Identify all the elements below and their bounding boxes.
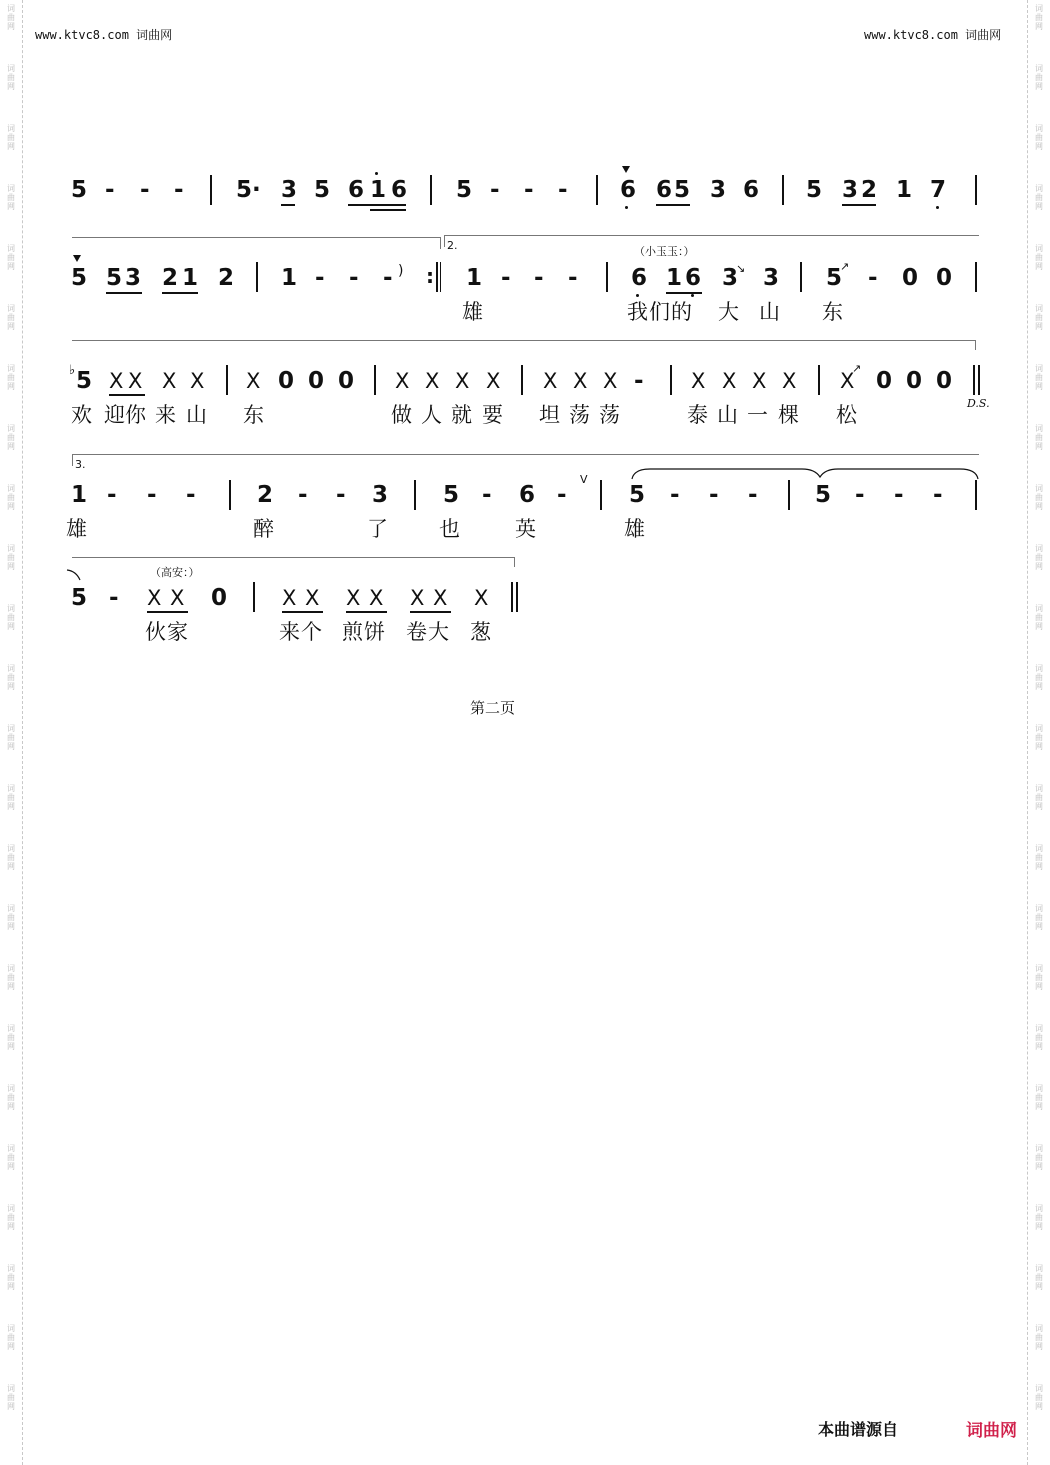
underline	[282, 611, 323, 613]
lyric: 人	[421, 403, 442, 427]
underline	[162, 292, 198, 294]
note: 2	[257, 482, 274, 508]
barline	[226, 365, 228, 395]
barline	[800, 262, 802, 292]
final-barline-2	[516, 582, 518, 612]
barline	[430, 175, 432, 205]
note: 5	[674, 177, 691, 203]
lyric: 荡	[569, 403, 590, 427]
lyric: 山	[759, 300, 780, 324]
singer-note: （高安：）	[150, 566, 200, 579]
dash: -	[174, 177, 184, 203]
note: 3	[842, 177, 859, 203]
underline	[666, 292, 702, 294]
margin-watermark-mark: 词 曲 网	[7, 304, 15, 331]
barline	[229, 480, 231, 510]
x-beat: X	[573, 369, 588, 393]
note: 3	[710, 177, 727, 203]
lyric: 葱	[470, 620, 491, 644]
rest: 0	[936, 265, 953, 291]
note: 6	[631, 265, 648, 291]
octave-dot	[625, 206, 628, 209]
dash: -	[383, 265, 393, 291]
note: 6	[685, 265, 702, 291]
header-site-left: www.ktvc8.com 词曲网	[35, 28, 173, 42]
x-beat: X	[543, 369, 558, 393]
lyric: 煎饼	[342, 620, 386, 644]
lyric: 欢	[71, 403, 92, 427]
lyric: 雄	[66, 517, 87, 541]
note: 6	[348, 177, 365, 203]
lyric: 迎你	[104, 403, 146, 427]
note: 5	[71, 177, 88, 203]
margin-watermark-mark: 词 曲 网	[7, 1024, 15, 1051]
margin-watermark-mark: 词 曲 网	[1035, 544, 1043, 571]
x-beat: X	[425, 369, 440, 393]
note: 5	[826, 265, 843, 291]
note: 5	[106, 265, 123, 291]
barline	[818, 365, 820, 395]
phrase-slur	[630, 465, 980, 481]
note: 2	[861, 177, 878, 203]
note: 1	[370, 177, 387, 203]
lyric: 来个	[279, 620, 323, 644]
margin-watermark-mark: 词 曲 网	[7, 124, 15, 151]
lyric: 来	[155, 403, 176, 427]
accent-marker-icon	[73, 255, 81, 262]
x-beat: X	[395, 369, 410, 393]
margin-watermark-mark: 词 曲 网	[1035, 184, 1043, 211]
octave-dot	[936, 206, 939, 209]
repeat-dots: :	[426, 264, 434, 288]
dash: -	[894, 482, 904, 508]
note: 2	[218, 265, 235, 291]
breath-mark: V	[580, 473, 588, 486]
underline	[410, 611, 451, 613]
margin-watermark-mark: 词 曲 网	[7, 244, 15, 271]
margin-watermark-mark: 词 曲 网	[1035, 484, 1043, 511]
section-rule-end	[514, 557, 515, 567]
barline	[374, 365, 376, 395]
note: 7	[930, 177, 947, 203]
barline	[256, 262, 258, 292]
note: 5	[314, 177, 331, 203]
x-beat: X	[305, 586, 320, 610]
dash: -	[147, 482, 157, 508]
margin-watermark-mark: 词 曲 网	[7, 964, 15, 991]
rest: 0	[278, 368, 295, 394]
lyric: 伙家	[145, 620, 189, 644]
barline	[788, 480, 790, 510]
underline	[147, 611, 188, 613]
section-rule-end	[975, 340, 976, 350]
margin-watermark-mark: 词 曲 网	[7, 484, 15, 511]
dash: -	[482, 482, 492, 508]
margin-watermark-mark: 词 曲 网	[1035, 844, 1043, 871]
margin-watermark-mark: 词 曲 网	[1035, 664, 1043, 691]
note: 3	[763, 265, 780, 291]
note: 3	[281, 177, 298, 203]
margin-watermark-mark: 词 曲 网	[1035, 304, 1043, 331]
barline	[414, 480, 416, 510]
slide-mark-icon: ↘	[736, 262, 746, 275]
octave-dot	[375, 172, 378, 175]
margin-watermark-mark: 词 曲 网	[7, 784, 15, 811]
margin-watermark-mark: 词 曲 网	[7, 724, 15, 751]
underline	[106, 292, 142, 294]
volta-bracket-2	[444, 235, 979, 236]
note: 1	[896, 177, 913, 203]
lyric: 了	[367, 517, 388, 541]
margin-watermark-mark: 词 曲 网	[7, 4, 15, 31]
margin-watermark-mark: 词 曲 网	[1035, 1324, 1043, 1351]
final-barline	[973, 365, 975, 395]
note: 5	[71, 265, 88, 291]
margin-watermark-mark: 词 曲 网	[7, 904, 15, 931]
x-beat: X	[128, 369, 143, 393]
note: 3	[125, 265, 142, 291]
margin-watermark-mark: 词 曲 网	[1035, 244, 1043, 271]
x-beat: X	[369, 586, 384, 610]
note: 6	[620, 177, 637, 203]
note: 5	[456, 177, 473, 203]
x-beat: X	[691, 369, 706, 393]
underline	[281, 204, 295, 206]
dash: -	[855, 482, 865, 508]
volta-bracket-start	[72, 454, 73, 466]
rest: 0	[308, 368, 325, 394]
margin-watermark-mark: 词 曲 网	[1035, 784, 1043, 811]
dash: -	[534, 265, 544, 291]
x-beat: X	[603, 369, 618, 393]
lyric: 我们的	[627, 300, 693, 324]
dash: -	[501, 265, 511, 291]
barline	[600, 480, 602, 510]
rest: 0	[338, 368, 355, 394]
dash: -	[315, 265, 325, 291]
slide-up-icon: ↗	[840, 260, 850, 273]
note: 1	[71, 482, 88, 508]
lyric: 要	[482, 403, 503, 427]
repeat-barline	[436, 262, 438, 292]
dash: -	[298, 482, 308, 508]
dash: -	[524, 177, 534, 203]
note: 3	[722, 265, 739, 291]
x-beat: X	[170, 586, 185, 610]
note: 1	[281, 265, 298, 291]
volta-bracket-3	[72, 454, 979, 455]
slide-up-icon: ↗	[852, 362, 862, 375]
volta-2-label: 2.	[447, 239, 458, 252]
tie-curve-icon: )	[398, 263, 404, 279]
margin-watermark-mark: 词 曲 网	[1035, 1204, 1043, 1231]
note: 5	[76, 368, 93, 394]
octave-dot	[636, 294, 639, 297]
margin-watermark-mark: 词 曲 网	[1035, 1084, 1043, 1111]
note: 1	[466, 265, 483, 291]
dash: -	[634, 368, 644, 394]
x-beat: X	[486, 369, 501, 393]
dash: -	[336, 482, 346, 508]
margin-watermark-mark: 词 曲 网	[7, 1144, 15, 1171]
x-beat: X	[840, 369, 855, 393]
barline	[253, 582, 255, 612]
note: 6	[391, 177, 408, 203]
dash: -	[349, 265, 359, 291]
note: 5·	[236, 177, 261, 203]
x-beat: X	[282, 586, 297, 610]
margin-watermark-mark: 词 曲 网	[7, 184, 15, 211]
accent-marker-icon	[622, 166, 630, 173]
dash: -	[140, 177, 150, 203]
note: 6	[743, 177, 760, 203]
barline	[782, 175, 784, 205]
margin-watermark-mark: 词 曲 网	[7, 1324, 15, 1351]
x-beat: X	[474, 586, 489, 610]
flat-sign: ♭	[69, 363, 76, 378]
section-rule	[72, 340, 976, 341]
lyric: 做	[391, 403, 412, 427]
dash: -	[107, 482, 117, 508]
singer-note: （小玉玉：）	[634, 245, 695, 258]
dash: -	[868, 265, 878, 291]
lyric: 雄	[624, 517, 645, 541]
note: 5	[806, 177, 823, 203]
margin-watermark-mark: 词 曲 网	[7, 604, 15, 631]
right-margin-strip	[1027, 0, 1050, 1465]
x-beat: X	[455, 369, 470, 393]
underline	[348, 204, 406, 206]
underline	[109, 394, 145, 396]
x-beat: X	[246, 369, 261, 393]
margin-watermark-mark: 词 曲 网	[1035, 964, 1043, 991]
left-margin-strip	[0, 0, 23, 1465]
x-beat: X	[433, 586, 448, 610]
margin-watermark-mark: 词 曲 网	[7, 1384, 15, 1411]
barline	[975, 262, 977, 292]
lyric: 泰	[687, 403, 708, 427]
lyric: 英	[515, 517, 536, 541]
lyric: 醉	[253, 517, 274, 541]
margin-watermark-mark: 词 曲 网	[7, 424, 15, 451]
note: 5	[443, 482, 460, 508]
margin-watermark-mark: 词 曲 网	[7, 364, 15, 391]
note: 3	[372, 482, 389, 508]
margin-watermark-mark: 词 曲 网	[1035, 4, 1043, 31]
x-beat: X	[190, 369, 205, 393]
octave-dot	[691, 294, 694, 297]
note: 6	[519, 482, 536, 508]
volta-3-label: 3.	[75, 458, 86, 471]
barline	[210, 175, 212, 205]
x-beat: X	[410, 586, 425, 610]
barline	[975, 480, 977, 510]
underline	[346, 611, 387, 613]
margin-watermark-mark: 词 曲 网	[7, 1084, 15, 1111]
dash: -	[490, 177, 500, 203]
barline	[521, 365, 523, 395]
rest: 0	[211, 585, 228, 611]
lyric: 一	[747, 403, 768, 427]
volta-bracket-start	[444, 235, 445, 247]
volta-bracket-end	[440, 237, 441, 249]
lyric: 山	[186, 403, 207, 427]
underline	[656, 204, 690, 206]
margin-watermark-mark: 词 曲 网	[1035, 1384, 1043, 1411]
dash: -	[109, 585, 119, 611]
final-barline-2	[978, 365, 980, 395]
note: 1	[182, 265, 199, 291]
rest: 0	[876, 368, 893, 394]
dash: -	[558, 177, 568, 203]
rest: 0	[906, 368, 923, 394]
margin-watermark-mark: 词 曲 网	[7, 844, 15, 871]
barline	[606, 262, 608, 292]
lyric: 也	[439, 517, 460, 541]
lyric: 东	[243, 403, 264, 427]
lyric: 山	[717, 403, 738, 427]
lyric: 卷大	[406, 620, 450, 644]
margin-watermark-mark: 词 曲 网	[7, 544, 15, 571]
note: 2	[162, 265, 179, 291]
dash: -	[105, 177, 115, 203]
margin-watermark-mark: 词 曲 网	[1035, 124, 1043, 151]
margin-watermark-mark: 词 曲 网	[7, 1264, 15, 1291]
dal-segno-mark: D.S.	[967, 397, 990, 410]
final-barline	[511, 582, 513, 612]
dash: -	[933, 482, 943, 508]
margin-watermark-mark: 词 曲 网	[1035, 364, 1043, 391]
x-beat: X	[147, 586, 162, 610]
page-number-label: 第二页	[470, 699, 516, 717]
lyric: 棵	[778, 403, 799, 427]
x-beat: X	[782, 369, 797, 393]
margin-watermark-mark: 词 曲 网	[7, 1204, 15, 1231]
margin-watermark-mark: 词 曲 网	[1035, 1144, 1043, 1171]
x-beat: X	[346, 586, 361, 610]
dash: -	[557, 482, 567, 508]
note: 5	[629, 482, 646, 508]
margin-watermark-mark: 词 曲 网	[1035, 424, 1043, 451]
margin-watermark-mark: 词 曲 网	[1035, 64, 1043, 91]
barline	[975, 175, 977, 205]
lyric: 荡	[599, 403, 620, 427]
note: 1	[666, 265, 683, 291]
margin-watermark-mark: 词 曲 网	[7, 64, 15, 91]
margin-watermark-mark: 词 曲 网	[1035, 1264, 1043, 1291]
lyric: 东	[822, 300, 843, 324]
dash: -	[709, 482, 719, 508]
site-logo-link[interactable]: 词曲网	[966, 1421, 1017, 1441]
lyric: 大	[718, 300, 739, 324]
underline	[370, 209, 406, 211]
header-site-right: www.ktvc8.com 词曲网	[864, 28, 1002, 42]
x-beat: X	[162, 369, 177, 393]
note: 5	[815, 482, 832, 508]
x-beat: X	[752, 369, 767, 393]
note: 5	[71, 585, 88, 611]
margin-watermark-mark: 词 曲 网	[1035, 1024, 1043, 1051]
lyric: 就	[451, 403, 472, 427]
dash: -	[568, 265, 578, 291]
rest: 0	[902, 265, 919, 291]
section-rule	[72, 557, 515, 558]
margin-watermark-mark: 词 曲 网	[1035, 724, 1043, 751]
source-label: 本曲谱源自	[818, 1420, 899, 1439]
note: 6	[656, 177, 673, 203]
lyric: 坦	[539, 403, 560, 427]
barline	[670, 365, 672, 395]
margin-watermark-mark: 词 曲 网	[1035, 904, 1043, 931]
repeat-barline-thin	[440, 262, 441, 292]
margin-watermark-mark: 词 曲 网	[1035, 604, 1043, 631]
barline	[596, 175, 598, 205]
underline	[842, 204, 876, 206]
volta-bracket-1	[72, 237, 440, 238]
dash: -	[748, 482, 758, 508]
lyric: 雄	[462, 300, 483, 324]
margin-watermark-mark: 词 曲 网	[7, 664, 15, 691]
rest: 0	[936, 368, 953, 394]
tie-curve-icon	[66, 568, 82, 582]
lyric: 松	[836, 403, 857, 427]
x-beat: X	[722, 369, 737, 393]
dash: -	[670, 482, 680, 508]
x-beat: X	[109, 369, 124, 393]
dash: -	[186, 482, 196, 508]
